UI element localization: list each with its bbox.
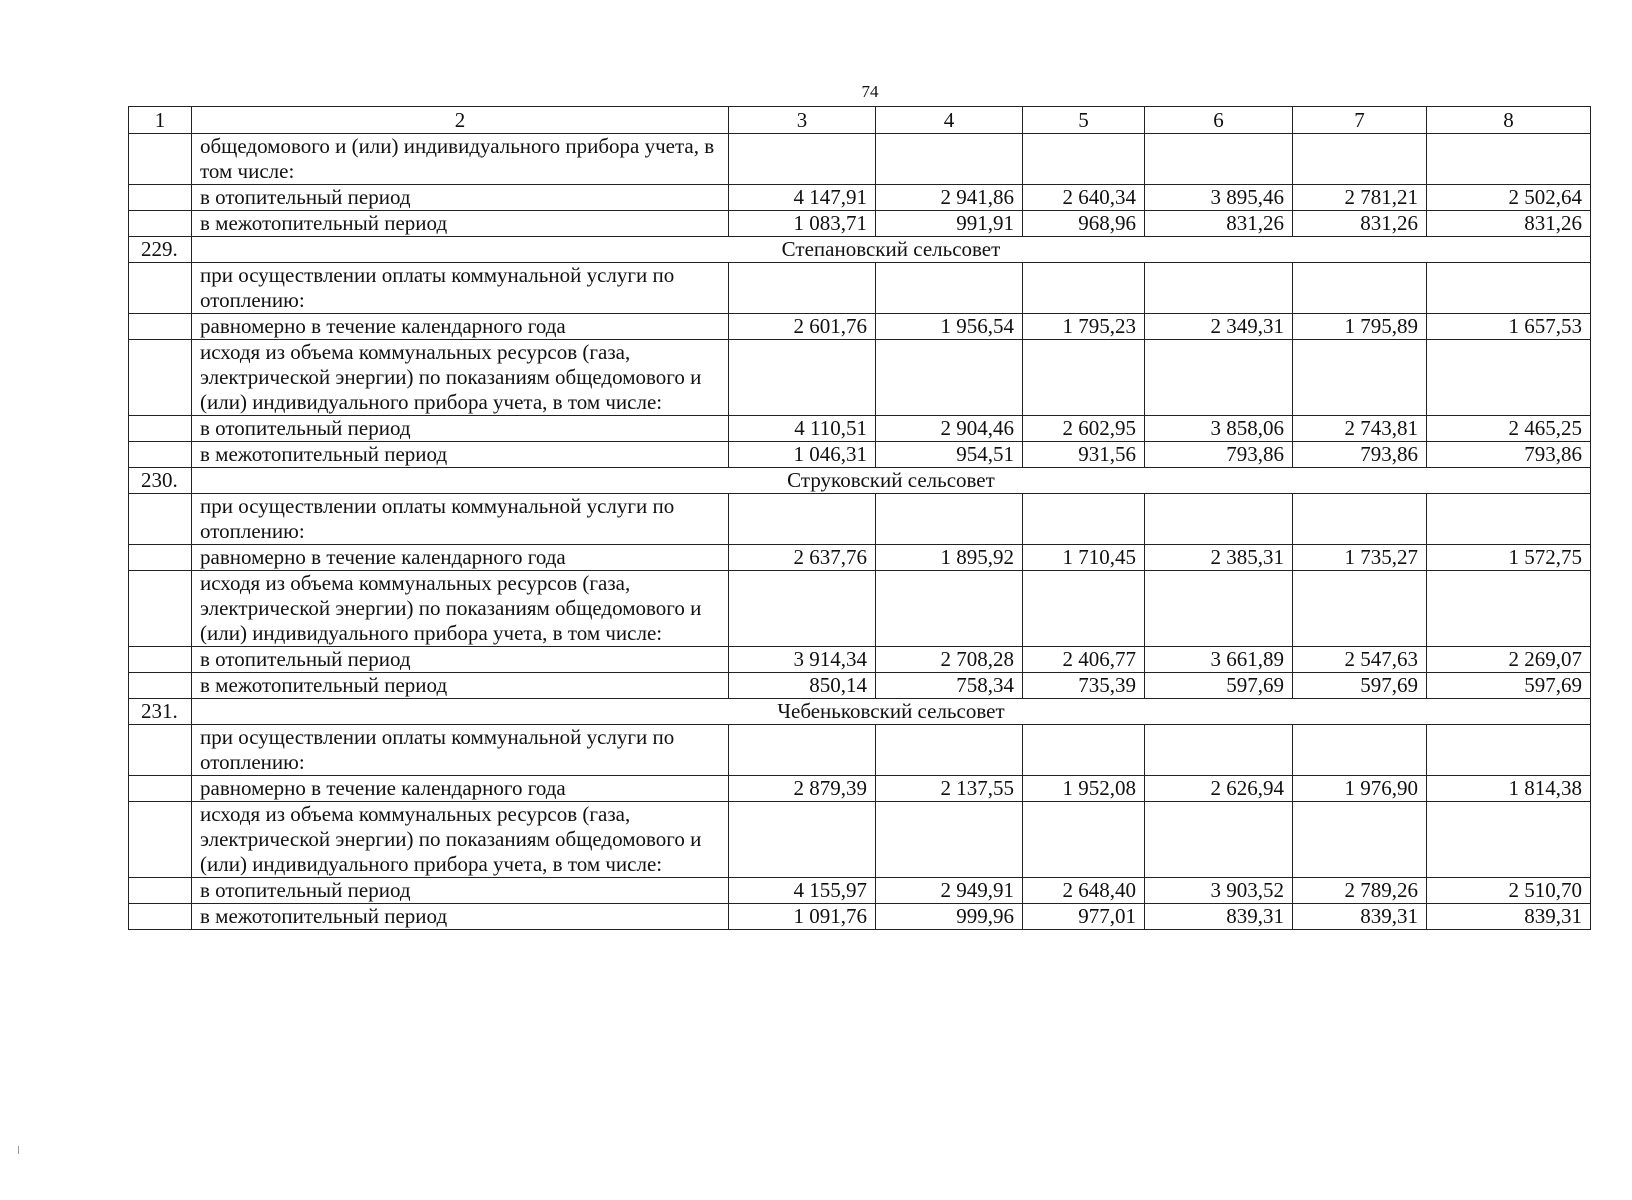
- empty-cell: [129, 545, 192, 571]
- empty-cell: [129, 571, 192, 647]
- empty-cell: [729, 494, 876, 545]
- row-label: при осуществлении оплаты коммунальной услуги по отоплению:: [192, 725, 729, 776]
- value-cell: 3 903,52: [1145, 878, 1293, 904]
- empty-cell: [1293, 340, 1427, 416]
- empty-cell: [129, 494, 192, 545]
- section-name: Чебеньковский сельсовет: [192, 699, 1591, 725]
- value-cell: 597,69: [1145, 673, 1293, 699]
- empty-cell: [129, 134, 192, 185]
- payment-label-row: [129, 494, 1591, 545]
- empty-cell: [1293, 134, 1427, 185]
- empty-cell: [876, 263, 1023, 314]
- empty-cell: [876, 802, 1023, 878]
- section-name: Степановский сельсовет: [192, 237, 1591, 263]
- page-number: 74: [861, 82, 879, 101]
- row-label: в межотопительный период: [192, 904, 729, 930]
- row-label: при осуществлении оплаты коммунальной услуги по отоплению:: [192, 494, 729, 545]
- value-cell: 1 091,76: [729, 904, 876, 930]
- row-label: равномерно в течение календарного года: [192, 776, 729, 802]
- value-cell: 1 895,92: [876, 545, 1023, 571]
- section-header-row: [129, 468, 1591, 494]
- value-cell: 839,31: [1145, 904, 1293, 930]
- section-name: Струковский сельсовет: [192, 468, 1591, 494]
- empty-cell: [1023, 340, 1145, 416]
- empty-cell: [1145, 571, 1293, 647]
- empty-cell: [129, 904, 192, 930]
- value-cell: 3 895,46: [1145, 185, 1293, 211]
- heating-period-row: [129, 416, 1591, 442]
- empty-cell: [876, 134, 1023, 185]
- value-cell: 1 976,90: [1293, 776, 1427, 802]
- section-index: 230.: [129, 468, 192, 494]
- empty-cell: [876, 340, 1023, 416]
- value-cell: 597,69: [1427, 673, 1591, 699]
- row-label: исходя из объема коммунальных ресурсов (газа, электрической энергии) по показаниям общедомового и (или) индивидуального прибора учета, в том числе:: [192, 340, 729, 416]
- value-cell: 597,69: [1293, 673, 1427, 699]
- empty-cell: [1427, 571, 1591, 647]
- value-cell: 758,34: [876, 673, 1023, 699]
- meter-label-row: [129, 340, 1591, 416]
- value-cell: 2 601,76: [729, 314, 876, 340]
- empty-cell: [1293, 263, 1427, 314]
- column-header: 4: [876, 107, 1023, 134]
- value-cell: 2 137,55: [876, 776, 1023, 802]
- value-cell: 1 657,53: [1427, 314, 1591, 340]
- value-cell: 2 743,81: [1293, 416, 1427, 442]
- value-cell: 1 710,45: [1023, 545, 1145, 571]
- value-cell: 991,91: [876, 211, 1023, 237]
- uniform-payment-row: [129, 314, 1591, 340]
- value-cell: 3 914,34: [729, 647, 876, 673]
- row-label: в отопительный период: [192, 185, 729, 211]
- empty-cell: [129, 314, 192, 340]
- row-label: общедомового и (или) индивидуального прибора учета, в том числе:: [192, 134, 729, 185]
- value-cell: 2 879,39: [729, 776, 876, 802]
- empty-cell: [129, 673, 192, 699]
- empty-cell: [1023, 134, 1145, 185]
- value-cell: 1 956,54: [876, 314, 1023, 340]
- empty-cell: [729, 340, 876, 416]
- nonheating-period-row: [129, 673, 1591, 699]
- value-cell: 2 269,07: [1427, 647, 1591, 673]
- value-cell: 2 385,31: [1145, 545, 1293, 571]
- empty-cell: [129, 416, 192, 442]
- value-cell: 2 781,21: [1293, 185, 1427, 211]
- empty-cell: [129, 442, 192, 468]
- empty-cell: [1293, 802, 1427, 878]
- uniform-payment-row: [129, 545, 1591, 571]
- value-cell: 2 708,28: [876, 647, 1023, 673]
- value-cell: 850,14: [729, 673, 876, 699]
- empty-cell: [1145, 802, 1293, 878]
- section-index: 231.: [129, 699, 192, 725]
- empty-cell: [129, 725, 192, 776]
- value-cell: 793,86: [1145, 442, 1293, 468]
- value-cell: 2 648,40: [1023, 878, 1145, 904]
- value-cell: 2 406,77: [1023, 647, 1145, 673]
- value-cell: 839,31: [1293, 904, 1427, 930]
- heating-period-row: [129, 878, 1591, 904]
- value-cell: 2 949,91: [876, 878, 1023, 904]
- row-label: равномерно в течение календарного года: [192, 314, 729, 340]
- row-label: в межотопительный период: [192, 673, 729, 699]
- scan-artifact: [18, 1146, 19, 1154]
- meter-label-row: [129, 802, 1591, 878]
- section-header-row: [129, 237, 1591, 263]
- value-cell: 793,86: [1293, 442, 1427, 468]
- column-header: 1: [129, 107, 192, 134]
- value-cell: 2 640,34: [1023, 185, 1145, 211]
- empty-cell: [1023, 802, 1145, 878]
- empty-cell: [1023, 263, 1145, 314]
- value-cell: 2 510,70: [1427, 878, 1591, 904]
- empty-cell: [1293, 571, 1427, 647]
- value-cell: 839,31: [1427, 904, 1591, 930]
- value-cell: 2 465,25: [1427, 416, 1591, 442]
- value-cell: 1 572,75: [1427, 545, 1591, 571]
- value-cell: 2 349,31: [1145, 314, 1293, 340]
- row-label: при осуществлении оплаты коммунальной услуги по отоплению:: [192, 263, 729, 314]
- empty-cell: [129, 878, 192, 904]
- column-header: 7: [1293, 107, 1427, 134]
- meter-label-row: [129, 571, 1591, 647]
- value-cell: 1 795,89: [1293, 314, 1427, 340]
- value-cell: 4 155,97: [729, 878, 876, 904]
- tariff-table: [128, 106, 1591, 930]
- value-cell: 954,51: [876, 442, 1023, 468]
- empty-cell: [1427, 802, 1591, 878]
- empty-cell: [876, 494, 1023, 545]
- value-cell: 1 952,08: [1023, 776, 1145, 802]
- nonheating-period-row: [129, 904, 1591, 930]
- empty-cell: [1023, 725, 1145, 776]
- empty-cell: [1427, 725, 1591, 776]
- empty-cell: [1145, 340, 1293, 416]
- value-cell: 2 502,64: [1427, 185, 1591, 211]
- section-index: 229.: [129, 237, 192, 263]
- value-cell: 2 626,94: [1145, 776, 1293, 802]
- row-label: исходя из объема коммунальных ресурсов (газа, электрической энергии) по показаниям общедомового и (или) индивидуального прибора учета, в том числе:: [192, 571, 729, 647]
- nonheating-period-row: [129, 442, 1591, 468]
- value-cell: 931,56: [1023, 442, 1145, 468]
- empty-cell: [1145, 494, 1293, 545]
- empty-cell: [129, 263, 192, 314]
- empty-cell: [129, 211, 192, 237]
- table-body: [129, 107, 1591, 930]
- value-cell: 1 795,23: [1023, 314, 1145, 340]
- meter-label-row: [129, 134, 1591, 185]
- empty-cell: [1293, 725, 1427, 776]
- uniform-payment-row: [129, 776, 1591, 802]
- empty-cell: [1145, 263, 1293, 314]
- value-cell: 977,01: [1023, 904, 1145, 930]
- column-header: 6: [1145, 107, 1293, 134]
- empty-cell: [1427, 494, 1591, 545]
- row-label: в отопительный период: [192, 416, 729, 442]
- row-label: равномерно в течение календарного года: [192, 545, 729, 571]
- value-cell: 3 661,89: [1145, 647, 1293, 673]
- empty-cell: [1427, 134, 1591, 185]
- empty-cell: [1023, 494, 1145, 545]
- payment-label-row: [129, 263, 1591, 314]
- value-cell: 2 789,26: [1293, 878, 1427, 904]
- column-header: 5: [1023, 107, 1145, 134]
- empty-cell: [729, 263, 876, 314]
- value-cell: 1 083,71: [729, 211, 876, 237]
- value-cell: 2 547,63: [1293, 647, 1427, 673]
- value-cell: 793,86: [1427, 442, 1591, 468]
- row-label: в отопительный период: [192, 878, 729, 904]
- value-cell: 1 814,38: [1427, 776, 1591, 802]
- row-label: в отопительный период: [192, 647, 729, 673]
- value-cell: 2 941,86: [876, 185, 1023, 211]
- value-cell: 4 110,51: [729, 416, 876, 442]
- empty-cell: [729, 134, 876, 185]
- value-cell: 2 904,46: [876, 416, 1023, 442]
- value-cell: 831,26: [1293, 211, 1427, 237]
- empty-cell: [876, 571, 1023, 647]
- row-label: в межотопительный период: [192, 211, 729, 237]
- value-cell: 1 735,27: [1293, 545, 1427, 571]
- section-header-row: [129, 699, 1591, 725]
- row-label: исходя из объема коммунальных ресурсов (газа, электрической энергии) по показаниям общедомового и (или) индивидуального прибора учета, в том числе:: [192, 802, 729, 878]
- empty-cell: [129, 185, 192, 211]
- empty-cell: [729, 725, 876, 776]
- value-cell: 1 046,31: [729, 442, 876, 468]
- value-cell: 2 637,76: [729, 545, 876, 571]
- empty-cell: [1427, 340, 1591, 416]
- column-header: 3: [729, 107, 876, 134]
- row-label: в межотопительный период: [192, 442, 729, 468]
- empty-cell: [729, 802, 876, 878]
- empty-cell: [129, 647, 192, 673]
- empty-cell: [1145, 134, 1293, 185]
- heating-period-row: [129, 185, 1591, 211]
- value-cell: 999,96: [876, 904, 1023, 930]
- empty-cell: [729, 571, 876, 647]
- payment-label-row: [129, 725, 1591, 776]
- column-header: 8: [1427, 107, 1591, 134]
- value-cell: 2 602,95: [1023, 416, 1145, 442]
- empty-cell: [876, 725, 1023, 776]
- empty-cell: [1293, 494, 1427, 545]
- empty-cell: [129, 340, 192, 416]
- value-cell: 831,26: [1427, 211, 1591, 237]
- column-header-row: [129, 107, 1591, 134]
- heating-period-row: [129, 647, 1591, 673]
- empty-cell: [129, 776, 192, 802]
- column-header: 2: [192, 107, 729, 134]
- value-cell: 4 147,91: [729, 185, 876, 211]
- empty-cell: [1145, 725, 1293, 776]
- value-cell: 735,39: [1023, 673, 1145, 699]
- empty-cell: [1427, 263, 1591, 314]
- value-cell: 968,96: [1023, 211, 1145, 237]
- empty-cell: [1023, 571, 1145, 647]
- empty-cell: [129, 802, 192, 878]
- value-cell: 3 858,06: [1145, 416, 1293, 442]
- nonheating-period-row: [129, 211, 1591, 237]
- value-cell: 831,26: [1145, 211, 1293, 237]
